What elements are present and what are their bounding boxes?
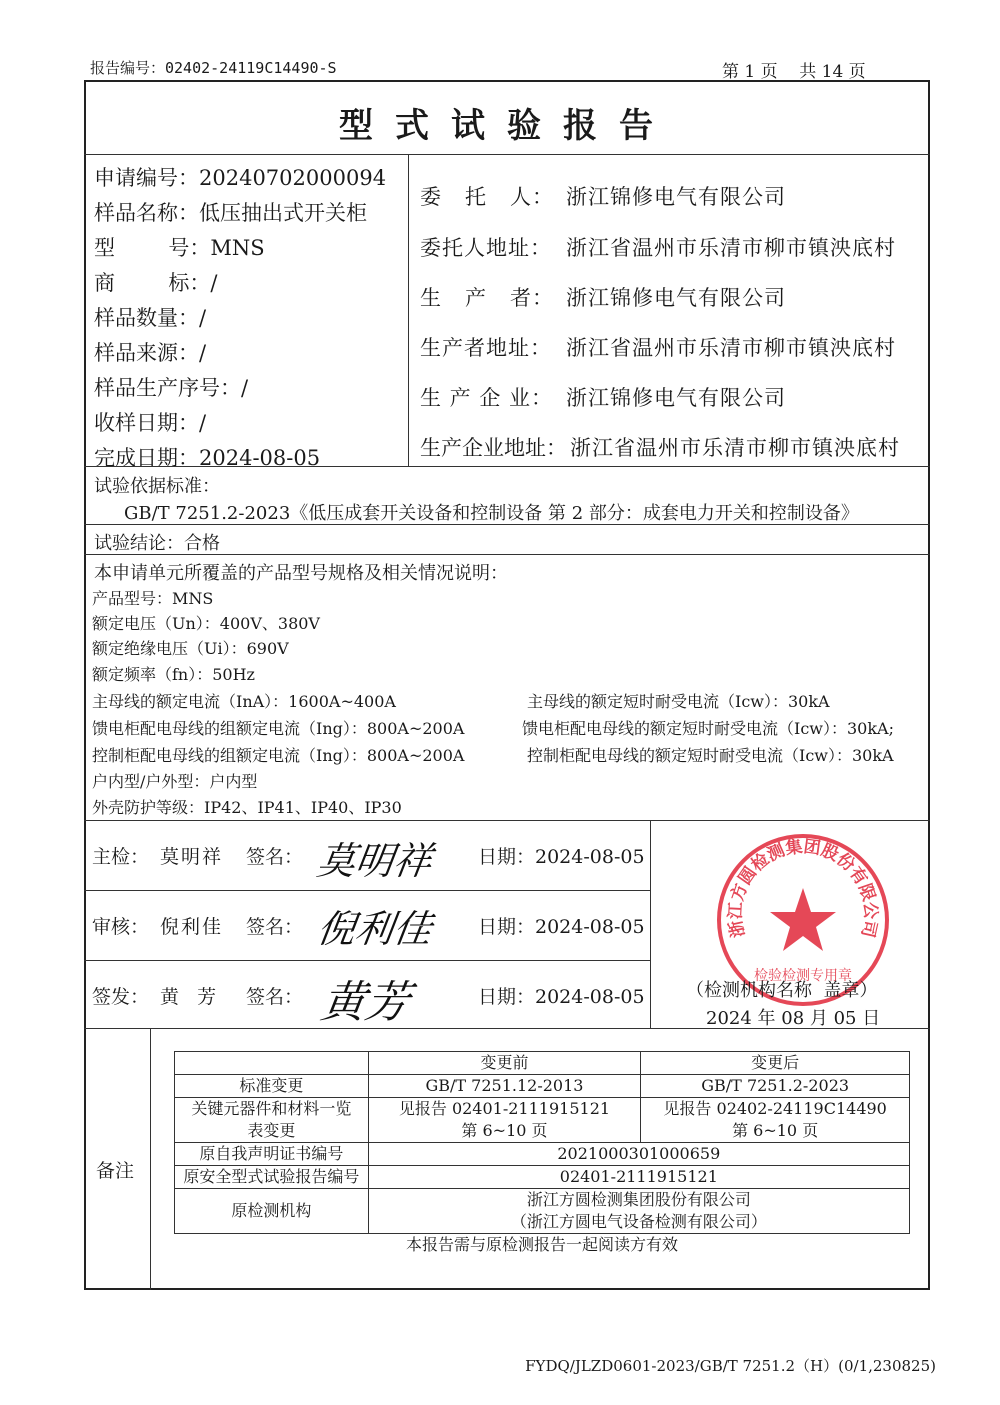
standard-text: GB/T 7251.2-2023《低压成套开关设备和控制设备 第 2 部分：成套电力开关和控制设备》 [124,503,859,524]
sig1-date: 日期：2024-08-05 [478,846,645,868]
divider [84,1028,930,1029]
row3-value: 2021000301000659 [368,1143,909,1166]
table-row [175,1143,910,1166]
main-bus-current: 主母线的额定电流（InA）：1600A~400A [92,692,396,711]
row1-item: 标准变更 [175,1075,369,1098]
client-label: 委 托 人： [420,185,555,209]
row5-value-line2: （浙江方圆电气设备检测有限公司） [510,1212,767,1231]
serial-no: 样品生产序号：/ [94,376,249,400]
coverage-heading: 本申请单元所覆盖的产品型号规格及相关情况说明： [94,563,508,584]
divider [84,890,650,891]
row2-item-line2: 表变更 [247,1121,296,1140]
table-row [175,1166,910,1189]
producer-address-value: 浙江省温州市乐清市柳市镇泱底村 [566,336,896,360]
seal-caption: （检测机构名称 盖章） [686,980,878,1001]
row5-value [368,1189,909,1234]
divider [84,554,930,555]
table-row [175,1234,910,1257]
model: 型 号：MNS [94,236,265,260]
sig2-date: 日期：2024-08-05 [478,916,645,938]
table-row [175,1075,910,1098]
divider [84,466,930,467]
feeder-icw: 馈电柜配电母线的额定短时耐受电流（Icw）：30kA; [522,719,894,738]
sig3-name: 黄 芳 [160,986,219,1008]
divider [84,524,930,525]
feeder-current: 馈电柜配电母线的组额定电流（Ing）：800A~200A [92,719,465,738]
application-no: 申请编号：20240702000094 [94,166,387,190]
page-info: 第 1 页 共 14 页 [722,62,866,82]
row2-before-line2: 第 6~10 页 [461,1121,548,1140]
row2-after-line1: 见报告 02402-24119C14490 [663,1099,887,1118]
row4-value: 02401-2111915121 [368,1166,909,1189]
table-row [175,1052,910,1075]
coverage-model: 产品型号：MNS [92,589,214,608]
producer-row [420,282,786,312]
sample-qty: 样品数量：/ [94,306,207,330]
producer-label: 生 产 者： [420,286,555,310]
remarks-note: 本报告需与原检测报告一起阅读方有效 [175,1234,910,1257]
client-value: 浙江锦修电气有限公司 [566,185,786,209]
producer-address-row [420,332,896,362]
row2-before [368,1098,641,1143]
divider [408,154,409,466]
received-date: 收样日期：/ [94,411,207,435]
row2-before-line1: 见报告 02401-2111915121 [398,1099,611,1118]
report-number: 报告编号：02402-24119C14490-S [90,59,337,77]
completed-date: 完成日期：2024-08-05 [94,446,321,470]
enterprise-address-label: 生产企业地址： [420,436,567,460]
standard-label: 试验依据标准： [94,476,220,497]
sig1-name: 莫明祥 [160,846,224,868]
trademark: 商 标：/ [94,271,218,295]
sig3-date: 日期：2024-08-05 [478,986,645,1008]
sig2-role: 审核： [92,916,150,938]
row3-item: 原自我声明证书编号 [175,1143,369,1166]
control-current: 控制柜配电母线的组额定电流（Ing）：800A~200A [92,746,465,765]
signature-1: 莫明祥 [314,839,435,883]
row2-after [641,1098,910,1143]
enterprise-label: 生 产 企 业： [420,386,554,410]
enterprise-address-row [420,432,900,462]
divider [650,820,651,1028]
sig2-sign-label: 签名： [246,916,304,938]
row1-after: GB/T 7251.2-2023 [641,1075,910,1098]
enterprise-address-value: 浙江省温州市乐清市柳市镇泱底村 [570,436,900,460]
sig3-role: 签发： [92,986,150,1008]
row2-after-line2: 第 6~10 页 [732,1121,819,1140]
client-address-label: 委托人地址： [420,236,552,260]
footer-code: FYDQ/JLZD0601-2023/GB/T 7251.2（H）(0/1,230825) [525,1357,936,1375]
main-bus-icw: 主母线的额定短时耐受电流（Icw）：30kA [527,692,830,711]
sig1-role: 主检： [92,846,150,868]
remarks-label: 备注 [96,1160,135,1182]
divider [84,820,930,821]
producer-value: 浙江锦修电气有限公司 [566,286,786,310]
sig3-sign-label: 签名： [246,986,304,1008]
rated-voltage: 额定电压（Un）：400V、380V [92,614,320,633]
client-address-row [420,232,896,262]
indoor-outdoor: 户内型/户外型：户内型 [92,772,258,791]
ip-rating: 外壳防护等级：IP42、IP41、IP40、IP30 [92,798,402,817]
seal-org-text: 浙江方圆检测集团股份有限公司 [725,836,881,940]
client-row [420,181,786,211]
sample-source: 样品来源：/ [94,341,207,365]
divider [84,960,650,961]
rated-frequency: 额定频率（fn）：50Hz [92,665,255,684]
divider [150,1028,151,1290]
insulation-voltage: 额定绝缘电压（Ui）：690V [92,639,289,658]
client-address-value: 浙江省温州市乐清市柳市镇泱底村 [566,236,896,260]
enterprise-row [420,382,786,412]
row5-item: 原检测机构 [175,1189,369,1234]
remarks-table [174,1051,910,1256]
producer-address-label: 生产者地址： [420,336,552,360]
signature-2: 倪利佳 [314,907,435,951]
row4-item: 原安全型式试验报告编号 [175,1166,369,1189]
table-cell [175,1052,369,1075]
seal-sub-text: 检验检测专用章 [754,968,852,984]
col-after-header: 变更后 [641,1052,910,1075]
divider [84,154,930,155]
report-title: 型式试验报告 [339,106,675,146]
row2-item-line1: 关键元器件和材料一览 [191,1099,352,1118]
sig1-sign-label: 签名： [246,846,304,868]
test-conclusion: 试验结论：合格 [94,533,220,554]
signature-3: 黄芳 [317,977,413,1028]
sig2-name: 倪利佳 [160,916,224,938]
table-row [175,1189,910,1234]
enterprise-value: 浙江锦修电气有限公司 [566,386,786,410]
control-icw: 控制柜配电母线的额定短时耐受电流（Icw）：30kA [527,746,894,765]
star-icon [770,888,836,951]
row1-before: GB/T 7251.12-2013 [368,1075,641,1098]
seal-date: 2024 年 08 月 05 日 [706,1008,881,1029]
row5-value-line1: 浙江方圆检测集团股份有限公司 [526,1190,751,1209]
sample-name: 样品名称：低压抽出式开关柜 [94,201,367,225]
row2-item [175,1098,369,1143]
col-before-header: 变更前 [368,1052,641,1075]
table-row [175,1098,910,1143]
